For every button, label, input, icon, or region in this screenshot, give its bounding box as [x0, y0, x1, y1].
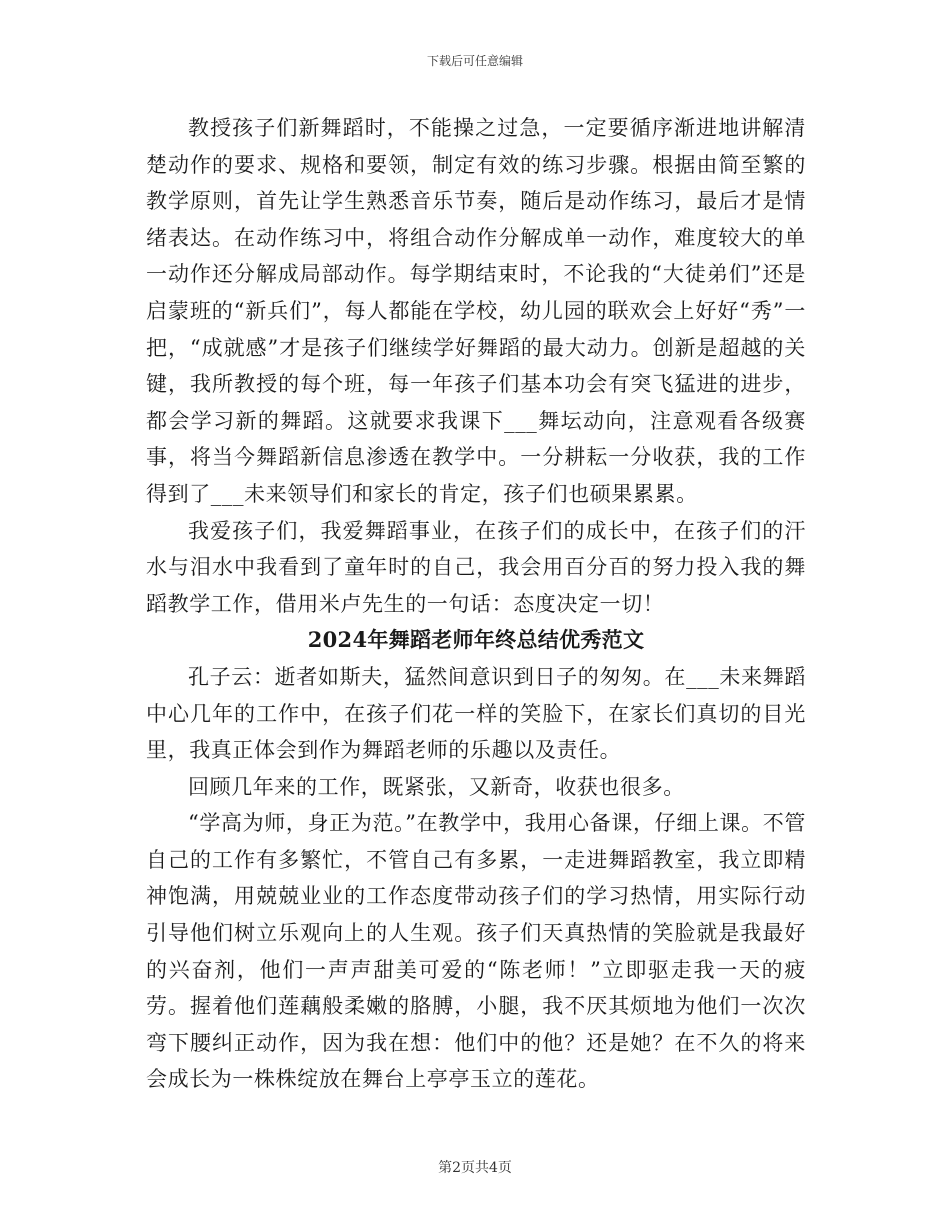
paragraph-teaching-attitude: “学高为师，身正为范。”在教学中，我用心备课，仔细上课。不管自己的工作有多繁忙，不管自己有多累，一走进舞蹈教室，我立即精神饱满，用兢兢业业的工作态度带动孩子们的学习热情，用实际行动引导他们树立乐观向上的人生观。孩子们天真热情的笑脸就是我最好的兴奋剂，他们一声声甜美可爱的“陈老师！”立即驱走我一天的疲劳。握着他们莲藕般柔嫩的胳膊，小腿，我不厌其烦地为他们一次次弯下腰纠正动作，因为我在想：他们中的他？还是她？在不久的将来会成长为一株株绽放在舞台上亭亭玉立的莲花。	[146, 811, 806, 1092]
page-header: 下载后可任意编辑	[426, 54, 523, 68]
paragraph-love-children: 我爱孩子们，我爱舞蹈事业，在孩子们的成长中，在孩子们的汗水与泪水中我看到了童年时的自己，我会用百分百的努力投入我的舞蹈教学工作，借用米卢先生的一句话：态度决定一切！	[146, 518, 806, 616]
paragraph-review: 回顾几年来的工作，既紧张，又新奇，收获也很多。	[188, 774, 685, 799]
section-title: 2024年舞蹈老师年终总结优秀范文	[307, 627, 645, 653]
document-body	[146, 110, 806, 1098]
paragraph-teaching-method: 教授孩子们新舞蹈时，不能操之过急，一定要循序渐进地讲解清楚动作的要求、规格和要领，制定有效的练习步骤。根据由简至繁的教学原则，首先让学生熟悉音乐节奏，随后是动作练习，最后才是情绪表达。在动作练习中，将组合动作分解成单一动作，难度较大的单一动作还分解成局部动作。每学期结束时，不论我的“大徒弟们”还是启蒙班的“新兵们”，每人都能在学校，幼儿园的联欢会上好好“秀”一把，“成就感”才是孩子们继续学好舞蹈的最大动力。创新是超越的关键，我所教授的每个班，每一年孩子们基本功会有突飞猛进的进步，都会学习新的舞蹈。这就要求我课下___舞坛动向，注意观看各级赛事，将当今舞蹈新信息渗透在教学中。一分耕耘一分收获，我的工作得到了___未来领导们和家长的肯定，孩子们也硕果累累。	[146, 116, 806, 506]
page-footer: 第2页共4页	[438, 1160, 512, 1176]
paragraph-confucius: 孔子云：逝者如斯夫，猛然间意识到日子的匆匆。在___未来舞蹈中心几年的工作中，在孩子们花一样的笑脸下，在家长们真切的目光里，我真正体会到作为舞蹈老师的乐趣以及责任。	[146, 664, 806, 763]
